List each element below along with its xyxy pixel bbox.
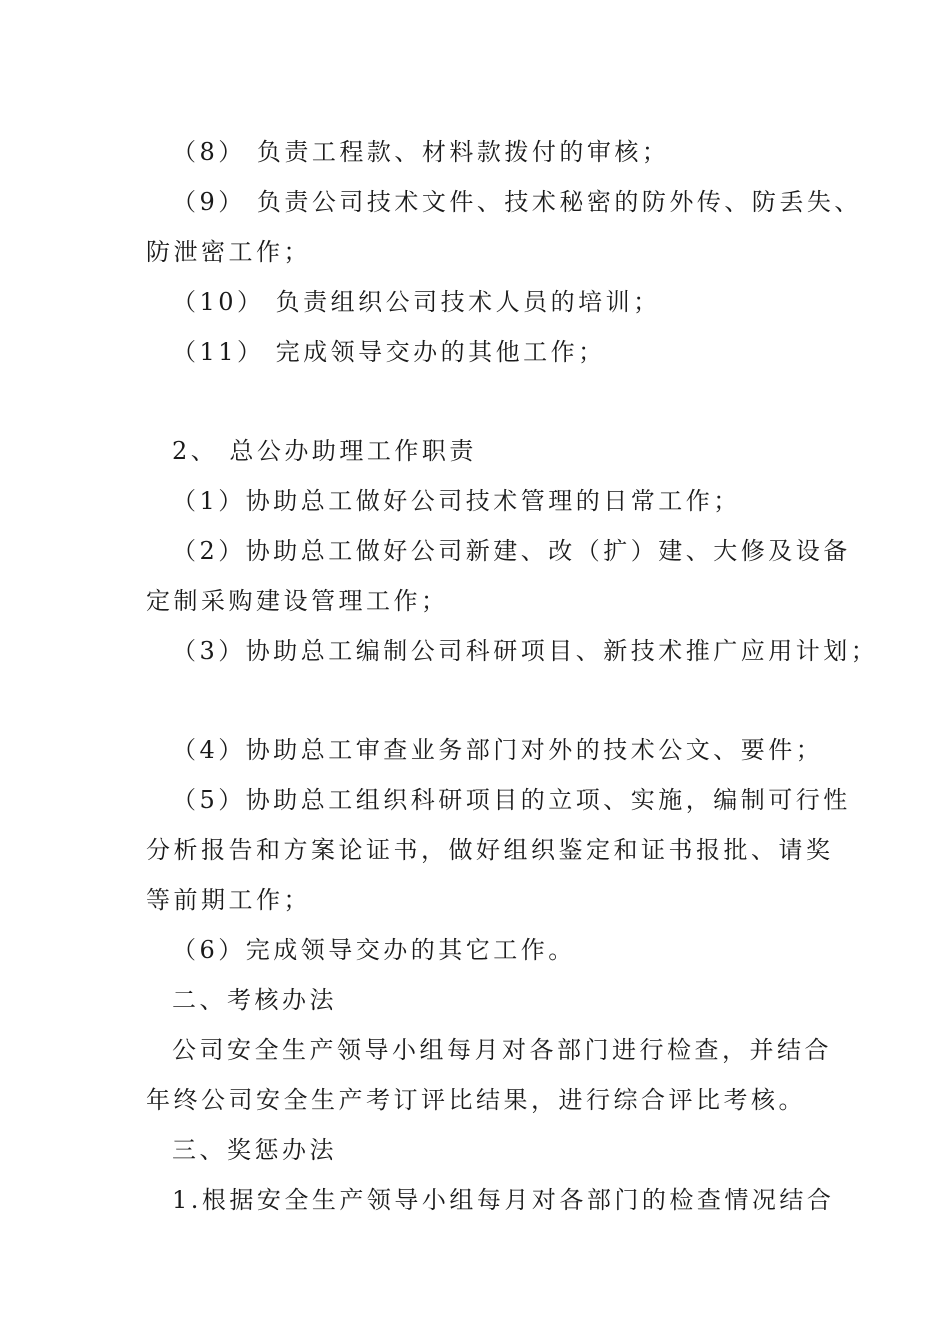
assistant-item-2: （2）协助总工做好公司新建、改（扩）建、大修及设备: [172, 537, 851, 565]
duty-item-10: （10） 负责组织公司技术人员的培训；: [172, 288, 661, 316]
assistant-item-5: （5）协助总工组织科研项目的立项、实施，编制可行性: [172, 786, 851, 814]
duty-item-11: （11） 完成领导交办的其他工作；: [172, 338, 606, 366]
assessment-paragraph-continued: 年终公司安全生产考订评比结果，进行综合评比考核。: [146, 1086, 806, 1114]
assistant-item-5-continued-2: 等前期工作；: [146, 886, 311, 914]
section-heading-assessment: 二、考核办法: [172, 986, 337, 1014]
assistant-item-5-continued-1: 分析报告和方案论证书，做好组织鉴定和证书报批、请奖: [146, 836, 834, 864]
duty-item-9-continued: 防泄密工作；: [146, 238, 311, 266]
assistant-item-3: （3）协助总工编制公司科研项目、新技术推广应用计划；: [172, 637, 879, 665]
section-heading-rewards-penalties: 三、奖惩办法: [172, 1136, 337, 1164]
duty-item-9: （9） 负责公司技术文件、技术秘密的防外传、防丢失、: [172, 188, 862, 216]
section-heading-assistant-duties: 2、 总公办助理工作职责: [172, 437, 477, 465]
assessment-paragraph: 公司安全生产领导小组每月对各部门进行检查，并结合: [172, 1036, 832, 1064]
assistant-item-2-continued: 定制采购建设管理工作；: [146, 587, 449, 615]
assistant-item-4: （4）协助总工审查业务部门对外的技术公文、要件；: [172, 736, 824, 764]
duty-item-8: （8） 负责工程款、材料款拨付的审核；: [172, 138, 670, 166]
assistant-item-6: （6）完成领导交办的其它工作。: [172, 936, 576, 964]
assistant-item-1: （1）协助总工做好公司技术管理的日常工作；: [172, 487, 741, 515]
rewards-item-1: 1.根据安全生产领导小组每月对各部门的检查情况结合: [172, 1186, 835, 1214]
